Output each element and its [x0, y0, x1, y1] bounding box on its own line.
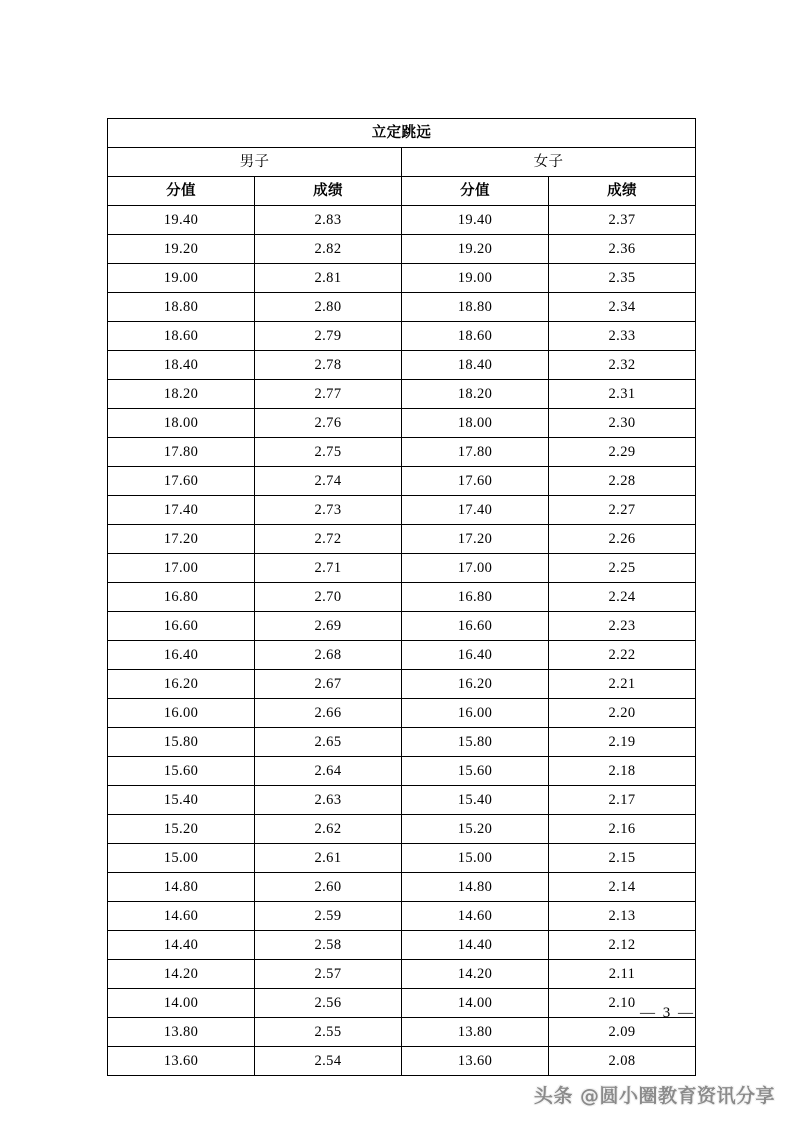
table-row — [108, 206, 696, 235]
table-row — [108, 670, 696, 699]
table-cell: 2.08 — [549, 1047, 696, 1076]
table-cell: 2.58 — [255, 931, 402, 960]
table-title: 立定跳远 — [108, 119, 696, 148]
table-row — [108, 380, 696, 409]
table-cell: 2.25 — [549, 554, 696, 583]
table-cell: 2.75 — [255, 438, 402, 467]
table-cell: 17.80 — [402, 438, 549, 467]
table-cell: 18.00 — [108, 409, 255, 438]
table-cell: 2.60 — [255, 873, 402, 902]
table-cell: 15.80 — [402, 728, 549, 757]
table-cell: 2.13 — [549, 902, 696, 931]
table-cell: 14.00 — [402, 989, 549, 1018]
table-cell: 17.80 — [108, 438, 255, 467]
table-row — [108, 409, 696, 438]
table-cell: 2.82 — [255, 235, 402, 264]
table-cell: 15.40 — [402, 786, 549, 815]
table-cell: 2.74 — [255, 467, 402, 496]
table-cell: 2.37 — [549, 206, 696, 235]
table-cell: 2.80 — [255, 293, 402, 322]
table-cell: 14.20 — [108, 960, 255, 989]
table-cell: 14.20 — [402, 960, 549, 989]
table-cell: 14.60 — [402, 902, 549, 931]
table-cell: 16.20 — [108, 670, 255, 699]
table-cell: 2.17 — [549, 786, 696, 815]
table-cell: 18.40 — [108, 351, 255, 380]
table-cell: 15.80 — [108, 728, 255, 757]
table-cell: 2.62 — [255, 815, 402, 844]
table-cell: 2.15 — [549, 844, 696, 873]
table-cell: 14.40 — [108, 931, 255, 960]
table-cell: 17.40 — [402, 496, 549, 525]
table-cell: 13.60 — [402, 1047, 549, 1076]
table-cell: 16.40 — [402, 641, 549, 670]
table-cell: 17.40 — [108, 496, 255, 525]
group-header-male: 男子 — [108, 148, 402, 177]
table-column-header-row — [108, 177, 696, 206]
table-cell: 14.60 — [108, 902, 255, 931]
table-row — [108, 525, 696, 554]
table-cell: 15.20 — [108, 815, 255, 844]
table-cell: 2.33 — [549, 322, 696, 351]
table-row — [108, 293, 696, 322]
table-cell: 19.20 — [108, 235, 255, 264]
table-cell: 2.27 — [549, 496, 696, 525]
table-cell: 2.63 — [255, 786, 402, 815]
table-cell: 16.00 — [402, 699, 549, 728]
table-cell: 2.21 — [549, 670, 696, 699]
table-cell: 2.73 — [255, 496, 402, 525]
table-row — [108, 641, 696, 670]
table-cell: 19.20 — [402, 235, 549, 264]
table-cell: 2.29 — [549, 438, 696, 467]
table-cell: 16.80 — [402, 583, 549, 612]
table-row — [108, 699, 696, 728]
watermark: 头条 @圆小圈教育资讯分享 — [533, 1085, 775, 1107]
table-row — [108, 757, 696, 786]
table-cell: 17.00 — [402, 554, 549, 583]
table-cell: 2.61 — [255, 844, 402, 873]
table-cell: 2.36 — [549, 235, 696, 264]
table-row — [108, 960, 696, 989]
table-row — [108, 496, 696, 525]
table-cell: 17.20 — [108, 525, 255, 554]
table-cell: 17.00 — [108, 554, 255, 583]
table-cell: 2.22 — [549, 641, 696, 670]
column-header-male-score: 分值 — [108, 177, 255, 206]
table-cell: 2.83 — [255, 206, 402, 235]
table-cell: 2.65 — [255, 728, 402, 757]
table-cell: 2.79 — [255, 322, 402, 351]
table-row — [108, 322, 696, 351]
table-cell: 2.54 — [255, 1047, 402, 1076]
table-cell: 19.40 — [108, 206, 255, 235]
table-cell: 15.40 — [108, 786, 255, 815]
table-cell: 16.00 — [108, 699, 255, 728]
table-cell: 15.00 — [108, 844, 255, 873]
table-cell: 2.35 — [549, 264, 696, 293]
table-cell: 15.00 — [402, 844, 549, 873]
table-body — [108, 119, 696, 1076]
table-row — [108, 815, 696, 844]
table-cell: 19.40 — [402, 206, 549, 235]
table-row — [108, 235, 696, 264]
table-row — [108, 902, 696, 931]
table-cell: 2.19 — [549, 728, 696, 757]
table-cell: 18.40 — [402, 351, 549, 380]
table-cell: 2.70 — [255, 583, 402, 612]
table-cell: 2.12 — [549, 931, 696, 960]
table-cell: 16.20 — [402, 670, 549, 699]
table-cell: 2.28 — [549, 467, 696, 496]
table-cell: 2.16 — [549, 815, 696, 844]
table-cell: 2.81 — [255, 264, 402, 293]
table-cell: 2.32 — [549, 351, 696, 380]
table-cell: 2.71 — [255, 554, 402, 583]
table-cell: 2.69 — [255, 612, 402, 641]
table-cell: 2.34 — [549, 293, 696, 322]
table-cell: 2.64 — [255, 757, 402, 786]
table-cell: 2.30 — [549, 409, 696, 438]
table-cell: 2.67 — [255, 670, 402, 699]
table-title-row — [108, 119, 696, 148]
table-row — [108, 264, 696, 293]
table-row — [108, 728, 696, 757]
table-cell: 2.26 — [549, 525, 696, 554]
column-header-male-result: 成绩 — [255, 177, 402, 206]
table-cell: 2.66 — [255, 699, 402, 728]
table-cell: 18.20 — [402, 380, 549, 409]
table-group-row — [108, 148, 696, 177]
table-cell: 18.00 — [402, 409, 549, 438]
column-header-female-score: 分值 — [402, 177, 549, 206]
table-row — [108, 467, 696, 496]
table-cell: 2.24 — [549, 583, 696, 612]
table-cell: 19.00 — [402, 264, 549, 293]
table-cell: 16.60 — [108, 612, 255, 641]
table-row — [108, 554, 696, 583]
table-cell: 2.09 — [549, 1018, 696, 1047]
table-cell: 2.55 — [255, 1018, 402, 1047]
table-row — [108, 931, 696, 960]
table-cell: 16.60 — [402, 612, 549, 641]
table-cell: 18.20 — [108, 380, 255, 409]
table-cell: 2.11 — [549, 960, 696, 989]
table-row — [108, 873, 696, 902]
table-cell: 2.56 — [255, 989, 402, 1018]
table-cell: 15.60 — [108, 757, 255, 786]
table-cell: 2.78 — [255, 351, 402, 380]
table-cell: 2.10 — [549, 989, 696, 1018]
table-cell: 18.60 — [402, 322, 549, 351]
table-cell: 2.18 — [549, 757, 696, 786]
table-cell: 2.59 — [255, 902, 402, 931]
table-row — [108, 351, 696, 380]
table-row — [108, 1047, 696, 1076]
table-cell: 15.60 — [402, 757, 549, 786]
table-row — [108, 786, 696, 815]
column-header-female-result: 成绩 — [549, 177, 696, 206]
table-row — [108, 844, 696, 873]
group-header-female: 女子 — [402, 148, 696, 177]
table-cell: 14.40 — [402, 931, 549, 960]
table-cell: 16.40 — [108, 641, 255, 670]
table-cell: 18.80 — [402, 293, 549, 322]
table-row — [108, 438, 696, 467]
table-cell: 17.60 — [108, 467, 255, 496]
table-cell: 13.60 — [108, 1047, 255, 1076]
table-cell: 16.80 — [108, 583, 255, 612]
standing-long-jump-score-table — [107, 118, 696, 1076]
table-cell: 13.80 — [402, 1018, 549, 1047]
table-cell: 2.57 — [255, 960, 402, 989]
table-cell: 14.00 — [108, 989, 255, 1018]
table-cell: 19.00 — [108, 264, 255, 293]
table-cell: 13.80 — [108, 1018, 255, 1047]
table-cell: 14.80 — [402, 873, 549, 902]
table-cell: 2.20 — [549, 699, 696, 728]
table-cell: 2.14 — [549, 873, 696, 902]
table-cell: 2.77 — [255, 380, 402, 409]
table-row — [108, 583, 696, 612]
table-cell: 17.60 — [402, 467, 549, 496]
table-cell: 14.80 — [108, 873, 255, 902]
table-cell: 15.20 — [402, 815, 549, 844]
table-cell: 18.80 — [108, 293, 255, 322]
table-cell: 18.60 — [108, 322, 255, 351]
table-row — [108, 612, 696, 641]
table-cell: 2.72 — [255, 525, 402, 554]
table-cell: 2.68 — [255, 641, 402, 670]
table-cell: 2.31 — [549, 380, 696, 409]
table-cell: 17.20 — [402, 525, 549, 554]
page-number: — 3 — — [640, 1005, 695, 1021]
table-cell: 2.76 — [255, 409, 402, 438]
table-cell: 2.23 — [549, 612, 696, 641]
